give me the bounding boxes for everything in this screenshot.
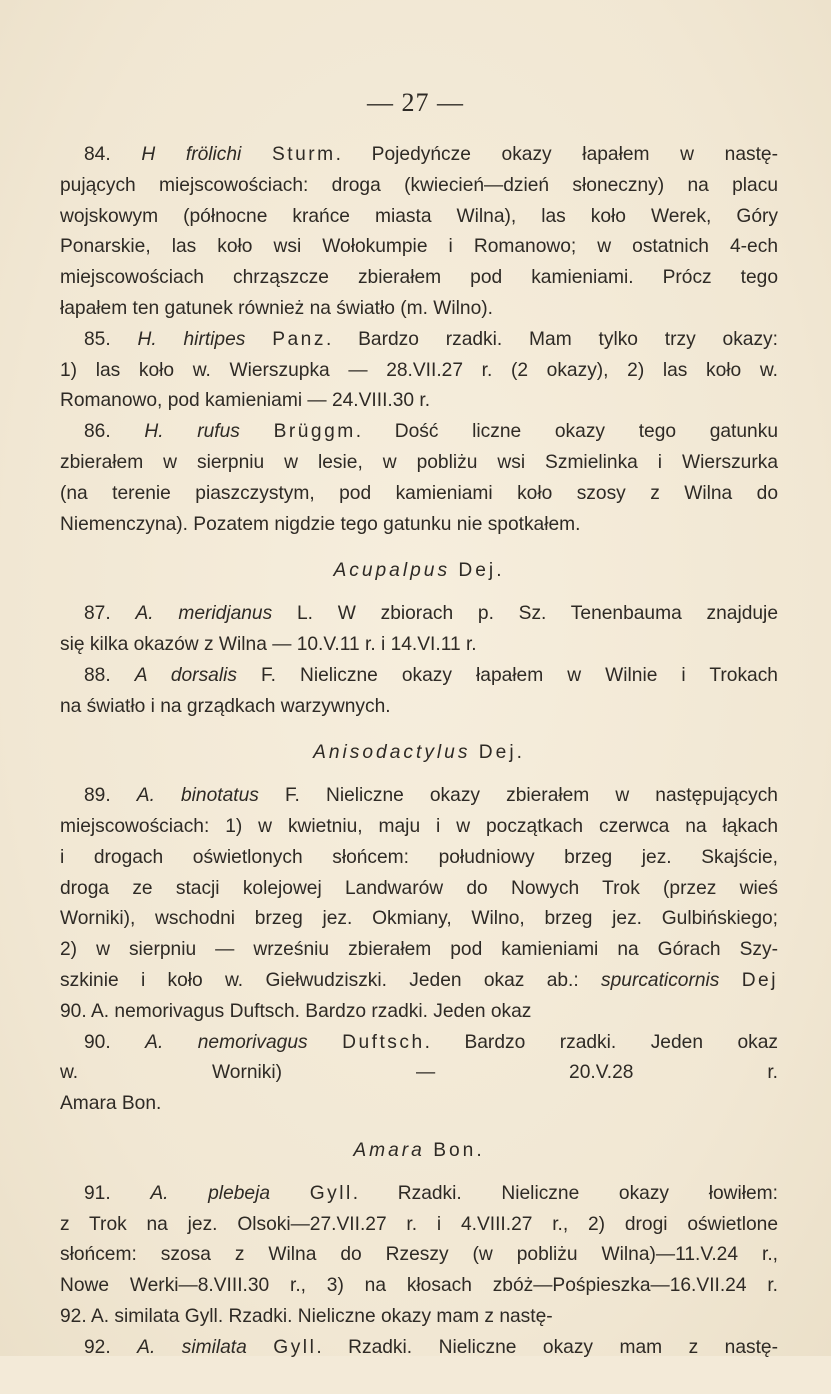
text-line: Niemenczyna). Pozatem nigdzie tego gatunku nie spotkałem. <box>60 513 581 535</box>
entry-84-line-1 <box>60 140 778 171</box>
page-number: — 27 — <box>367 88 464 117</box>
entry-number: 92. <box>84 1336 138 1358</box>
aberration-name: spurcaticornis <box>601 969 720 991</box>
species-name: A. plebeja <box>150 1182 271 1204</box>
entry-number: 86. <box>84 421 145 443</box>
space <box>245 329 272 350</box>
text-line: słońcem: szosa z Wilna do Rzeszy (w pobliżu Wilna)—11.V.24 r., <box>60 1244 778 1266</box>
species-author: Dej <box>741 969 778 991</box>
genus-author: Dej. <box>478 742 525 764</box>
text-line: Amara Bon. <box>60 1093 162 1115</box>
text-line: 2) w sierpniu — wrześniu zbierałem pod kamieniami na Górach Szy- <box>60 939 778 961</box>
text-line: miejscowościach: 1) w kwietniu, maju i w początkach czerwca na łąkach <box>60 815 778 837</box>
text-line: zbierałem w sierpniu w lesie, w pobliżu wsi Szmielinka i Wierszurka <box>60 451 778 473</box>
species-name: H. hirtipes <box>137 328 246 350</box>
species-author: Gyll <box>309 1182 353 1204</box>
text-line: wojskowym (północne krańce miasta Wilna), las koło Werek, Góry <box>60 205 778 227</box>
text-line: Ponarskie, las koło wsi Wołokumpie i Romanowo; w ostatnich 4-ech <box>60 236 778 258</box>
entry-85-line-1 <box>60 325 778 356</box>
entry-number: 87. <box>84 603 136 625</box>
text-line: z Trok na jez. Olsoki—27.VII.27 r. i 4.VIII.27 r., 2) drogi oświetlone <box>60 1213 778 1235</box>
species-author: Sturm <box>271 144 336 165</box>
entry-91-line-1 <box>60 1179 778 1210</box>
space <box>240 421 274 442</box>
genus-author: Bon. <box>433 1139 485 1161</box>
entry-89-line-7 <box>60 966 778 997</box>
genus-heading-acupalpus <box>60 556 778 587</box>
entry-number: 85. <box>84 328 138 350</box>
text-line: się kilka okazów z Wilna — 10.V.11 r. i 14.VI.11 r. <box>60 633 477 655</box>
entry-text: . Bardzo rzadki. Jeden okaz <box>424 1031 778 1053</box>
entry-89-line-1 <box>60 781 778 812</box>
text-line: Nowe Werki—8.VIII.30 r., 3) na kłosach zbóż—Pośpieszka—16.VII.24 r. <box>60 1275 778 1297</box>
space <box>308 1032 342 1053</box>
entry-86-line-1 <box>60 417 778 448</box>
genus-author: Dej. <box>458 560 505 582</box>
entry-text: L. W zbiorach p. Sz. Tenenbauma znajduje <box>272 603 778 625</box>
space <box>425 1140 433 1161</box>
text-line: miejscowościach chrząszcze zbierałem pod kamieniami. Prócz tego <box>60 267 778 289</box>
entry-number: 84. <box>84 144 142 165</box>
entry-90-line-1 <box>60 1028 778 1059</box>
entry-text: . Rzadki. Nieliczne okazy mam z nastę- <box>316 1336 778 1358</box>
species-author: Panz <box>272 328 326 350</box>
text-line: w. Worniki) — 20.V.28 r. <box>60 1062 778 1084</box>
genus-heading-anisodactylus <box>60 738 778 769</box>
text-line: pujących miejscowościach: droga (kwiecień—dzień słoneczny) na placu <box>60 174 778 196</box>
text-line: (na terenie piaszczystym, pod kamieniami koło szosy z Wilna do <box>60 482 778 504</box>
space <box>470 742 478 763</box>
entry-number: 91. <box>84 1182 151 1204</box>
genus-name: Anisodactylus <box>313 742 471 764</box>
species-author: Gyll <box>273 1336 317 1358</box>
entry-text: F. Nieliczne okazy zbierałem w następujących <box>258 785 778 807</box>
entry-92-line-1 <box>60 1333 778 1364</box>
text-line: Worniki), wschodni brzeg jez. Okmiany, Wilno, brzeg jez. Gulbińskiego; <box>60 908 778 930</box>
entry-text: . Rzadki. Nieliczne okazy łowiłem: <box>352 1182 778 1204</box>
entry-number: 88. <box>84 664 135 686</box>
text-line: łapałem ten gatunek również na światło (m. Wilno). <box>60 297 493 319</box>
entry-88-line-1 <box>60 661 778 692</box>
text-line: droga ze stacji kolejowej Landwarów do Nowych Trok (przez wieś <box>60 877 778 899</box>
entry-text: F. Nieliczne okazy łapałem w Wilnie i Trokach <box>236 664 778 686</box>
entry-number: 89. <box>84 785 137 807</box>
entry-87-line-1 <box>60 599 778 630</box>
text-line: 90. A. nemorivagus Duftsch. Bardzo rzadki. Jeden okaz <box>60 1000 532 1022</box>
genus-name: Amara <box>353 1139 425 1161</box>
space <box>241 144 272 165</box>
species-name: A. meridjanus <box>135 603 273 625</box>
species-name: A. binotatus <box>136 785 259 807</box>
entry-text: szkinie i koło w. Giełwudziszki. Jeden okaz ab.: <box>60 969 602 991</box>
text-line: na światło i na grządkach warzywnych. <box>60 695 391 717</box>
entry-text: . Bardzo rzadki. Mam tylko trzy okazy: <box>325 328 778 350</box>
space <box>270 1183 310 1204</box>
entry-number: 90. <box>84 1031 146 1053</box>
text-line: i drogach oświetlonych słońcem: południowy brzeg jez. Skajście, <box>60 846 778 868</box>
page-body <box>60 140 778 1394</box>
space <box>719 970 741 991</box>
text-line: 92. A. similata Gyll. Rzadki. Nieliczne okazy mam z nastę- <box>60 1305 553 1327</box>
species-name: H frölichi <box>141 144 242 165</box>
text-line <box>60 1363 778 1394</box>
species-author: Duftsch <box>342 1031 425 1053</box>
genus-heading-amara <box>60 1136 778 1167</box>
species-name: H. rufus <box>144 421 240 443</box>
species-name: A dorsalis <box>134 664 237 686</box>
entry-text: . Pojedyńcze okazy łapałem w nastę- <box>335 144 778 165</box>
entry-text: . Dość liczne okazy tego gatunku <box>355 421 778 443</box>
genus-name: Acupalpus <box>333 560 451 582</box>
species-name: A. nemorivagus <box>145 1031 308 1053</box>
text-line: Romanowo, pod kamieniami — 24.VIII.30 r. <box>60 390 431 412</box>
text-line: 1) las koło w. Wierszupka — 28.VII.27 r. (2 okazy), 2) las koło w. <box>60 359 778 381</box>
space <box>247 1337 273 1358</box>
species-name: A. similata <box>137 1336 247 1358</box>
species-author: Brüggm <box>273 421 356 443</box>
